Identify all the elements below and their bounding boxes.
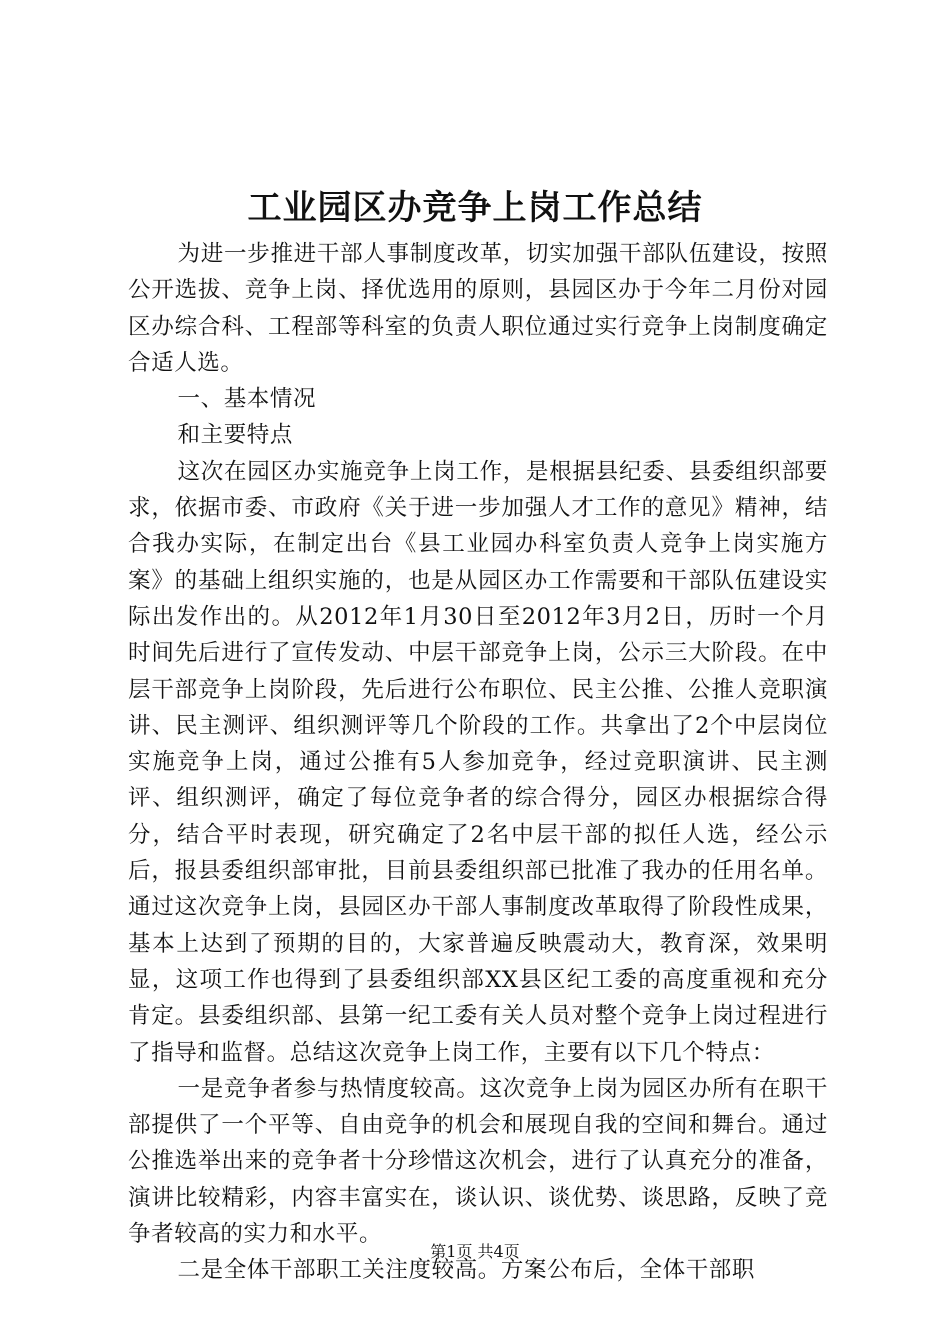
paragraph-feature-one: 一是竞争者参与热情度较高。这次竞争上岗为园区办所有在职干部提供了一个平等、自由竞争的机会和展现自我的空间和舞台。通过公推选举出来的竞争者十分珍惜这次机会，进行了认真充分的准备，演讲比较精彩，内容丰富实在，谈认识、谈优势、谈思路，反映了竞争者较高的实力和水平。 — [128, 1075, 828, 1248]
section-heading-basic-situation: 一、基本情况 — [177, 386, 317, 413]
paragraph-intro: 为进一步推进干部人事制度改革，切实加强干部队伍建设，按照公开选拔、竞争上岗、择优选用的原则，县园区办于今年二月份对园区办综合科、工程部等科室的负责人职位通过实行竞争上岗制度确定合适人选。 — [128, 241, 828, 376]
paragraph-feature-two: 二是全体干部职工关注度较高。方案公布后，全体干部职 — [177, 1257, 756, 1284]
document-body — [128, 236, 828, 1289]
paragraph-implementation: 这次在园区办实施竞争上岗工作，是根据县纪委、县委组织部要求，依据市委、市政府《关于进一步加强人才工作的意见》精神，结合我办实际，在制定出台《县工业园办科室负责人竞争上岗实施方案》的基础上组织实施的，也是从园区办工作需要和干部队伍建设实际出发作出的。从2012年1月30日至2012年3月2日，历时一个月时间先后进行了宣传发动、中层干部竞争上岗，公示三大阶段。在中层干部竞争上岗阶段，先后进行公布职位、民主公推、公推人竞职演讲、民主测评、组织测评等几个阶段的工作。共拿出了2个中层岗位实施竞争上岗，通过公推有5人参加竞争，经过竞职演讲、民主测评、组织测评，确定了每位竞争者的综合得分，园区办根据综合得分，结合平时表现，研究确定了2名中层干部的拟任人选，经公示后，报县委组织部审批，目前县委组织部已批准了我办的任用名单。通过这次竞争上岗，县园区办干部人事制度改革取得了阶段性成果，基本上达到了预期的目的，大家普遍反映震动大，教育深，效果明显，这项工作也得到了县委组织部XX县区纪工委的高度重视和充分肯定。县委组织部、县第一纪工委有关人员对整个竞争上岗过程进行了指导和监督。总结这次竞争上岗工作，主要有以下几个特点： — [128, 458, 828, 1066]
page-footer: 第1页 共4页 — [430, 1242, 520, 1261]
document-title: 工业园区办竞争上岗工作总结 — [247, 188, 703, 228]
section-heading-main-features: 和主要特点 — [177, 422, 294, 449]
